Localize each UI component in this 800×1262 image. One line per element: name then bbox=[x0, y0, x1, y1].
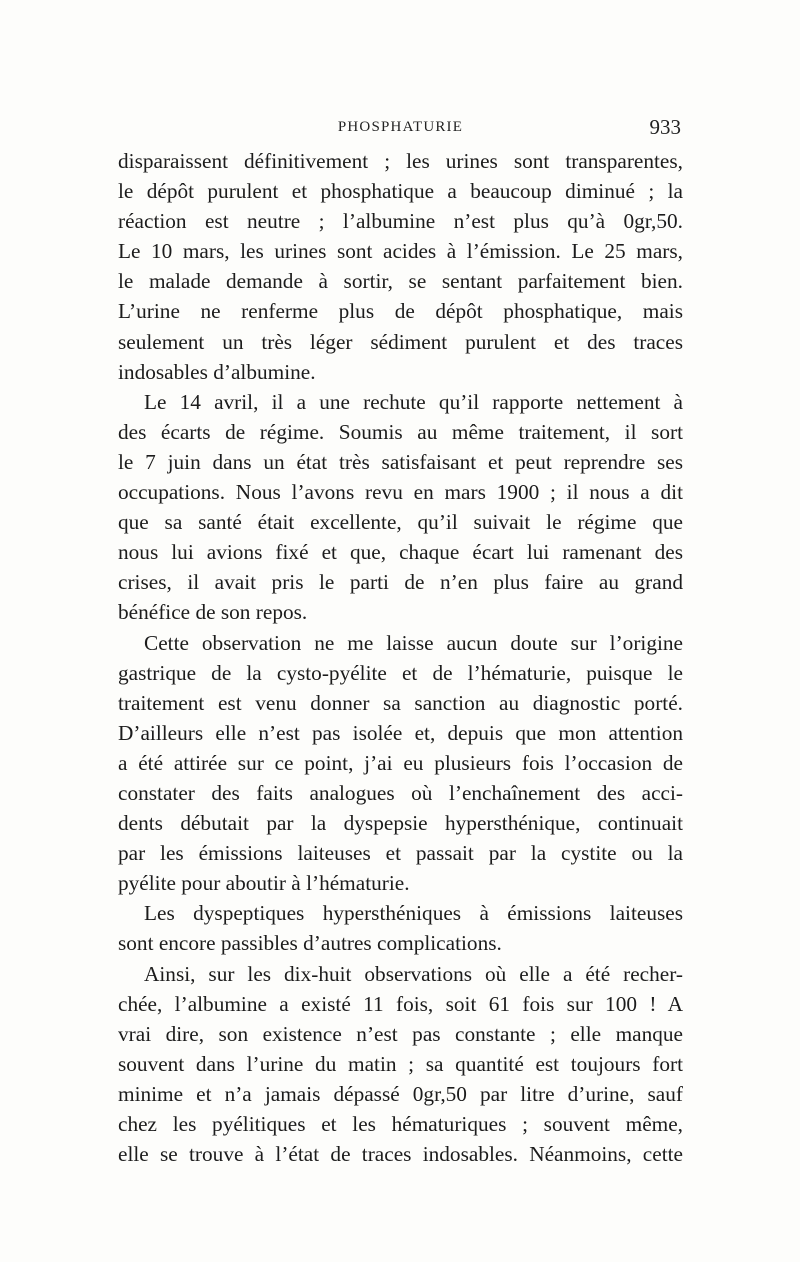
text-line: chée, l’albumine a existé 11 fois, soit 61 fois sur 100 ! A bbox=[118, 991, 683, 1016]
text-line: nous lui avions fixé et que, chaque écart lui ramenant des bbox=[118, 540, 683, 565]
text-line: chez les pyélitiques et les hématuriques ; souvent même, bbox=[118, 1112, 683, 1136]
text-line: a été attirée sur ce point, j’ai eu plusieurs fois l’occasion de bbox=[118, 750, 683, 775]
text-line: traitement est venu donner sa sanction au diagnostic porté. bbox=[118, 690, 683, 715]
running-title: PHOSPHATURIE bbox=[337, 119, 464, 135]
text-line: Cette observation ne me laisse aucun doute sur l’origine bbox=[144, 630, 683, 655]
text-line: que sa santé était excellente, qu’il suivait le régime que bbox=[118, 510, 683, 535]
text-line: gastrique de la cysto-pyélite et de l’hématurie, puisque le bbox=[118, 660, 683, 685]
body-text bbox=[118, 146, 683, 1169]
text-line: Le 10 mars, les urines sont acides à l’émission. Le 25 mars, bbox=[118, 239, 683, 264]
text-line: disparaissent définitivement ; les urines sont transparentes, bbox=[118, 149, 683, 173]
text-line: indosables d’albumine. bbox=[118, 359, 316, 384]
text-line: Le 14 avril, il a une rechute qu’il rapporte nettement à bbox=[144, 389, 683, 414]
text-line: L’urine ne renferme plus de dépôt phosphatique, mais bbox=[118, 299, 683, 324]
text-line: le 7 juin dans un état très satisfaisant et peut reprendre ses bbox=[118, 449, 683, 474]
text-line: pyélite pour aboutir à l’hématurie. bbox=[118, 871, 410, 896]
text-line: minime et n’a jamais dépassé 0gr,50 par litre d’urine, sauf bbox=[118, 1081, 683, 1106]
text-line: occupations. Nous l’avons revu en mars 1900 ; il nous a dit bbox=[118, 480, 683, 505]
text-line: par les émissions laiteuses et passait par la cystite ou la bbox=[118, 841, 683, 866]
text-line: D’ailleurs elle n’est pas isolée et, depuis que mon attention bbox=[118, 720, 683, 745]
text-line: bénéfice de son repos. bbox=[118, 600, 308, 625]
text-line: crises, il avait pris le parti de n’en plus faire au grand bbox=[118, 570, 683, 595]
text-line: réaction est neutre ; l’albumine n’est plus qu’à 0gr,50. bbox=[118, 209, 683, 234]
text-line: constater des faits analogues où l’enchaînement des acci- bbox=[118, 780, 683, 805]
text-line: souvent dans l’urine du matin ; sa quantité est toujours fort bbox=[118, 1051, 683, 1076]
text-line: des écarts de régime. Soumis au même traitement, il sort bbox=[118, 419, 683, 444]
text-line: seulement un très léger sédiment purulent et des traces bbox=[118, 329, 683, 354]
text-line: elle se trouve à l’état de traces indosables. Néanmoins, cette bbox=[118, 1142, 683, 1167]
text-line: le dépôt purulent et phosphatique a beaucoup diminué ; la bbox=[118, 179, 683, 204]
text-line: Les dyspeptiques hypersthéniques à émissions laiteuses bbox=[144, 901, 683, 926]
text-line: vrai dire, son existence n’est pas constante ; elle manque bbox=[118, 1021, 683, 1046]
running-head bbox=[118, 112, 683, 142]
page-number: 933 bbox=[649, 115, 681, 139]
text-line: sont encore passibles d’autres complications. bbox=[118, 931, 502, 956]
text-line: dents débutait par la dyspepsie hypersthénique, continuait bbox=[118, 811, 683, 836]
text-line: le malade demande à sortir, se sentant parfaitement bien. bbox=[118, 269, 683, 294]
text-line: Ainsi, sur les dix-huit observations où elle a été recher- bbox=[144, 961, 683, 986]
